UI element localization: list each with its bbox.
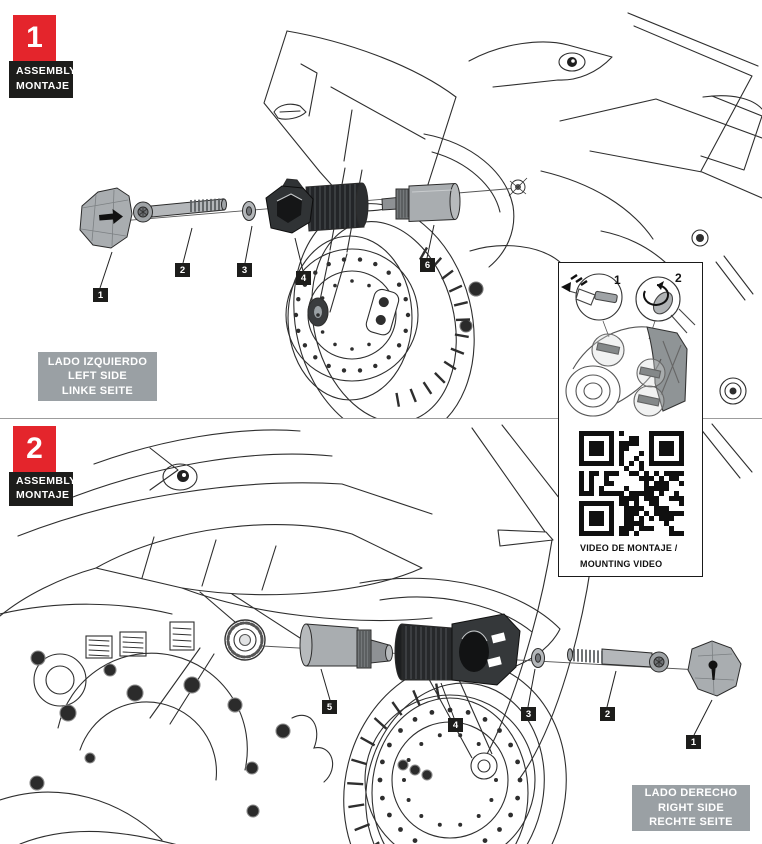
step-2-number: 2 [13,426,56,472]
video-inset-box [558,262,703,577]
callout-4: 4 [448,718,463,732]
montaje-label: MONTAJE [16,80,70,92]
exploded-parts-left [80,179,460,248]
exploded-parts-right [300,614,741,696]
part-washer [532,649,545,668]
part-bolt [134,198,227,222]
part-washer [243,202,256,221]
qr-code [579,431,684,536]
callout-2: 2 [175,263,190,277]
part-bolt [568,649,669,673]
callout-4: 4 [296,271,311,285]
video-caption: VIDEO DE MONTAJE / MOUNTING VIDEO [580,543,678,569]
right-side-label: LADO DERECHO RIGHT SIDE RECHTE SEITE [632,785,750,831]
mount-point-right [225,620,265,660]
callout-3: 3 [237,263,252,277]
part-spacer [300,624,393,668]
step-1-number: 1 [13,15,56,61]
detail-number-1: 1 [614,273,621,287]
step-1-label [9,61,77,98]
brake-disc-left [286,249,418,381]
left-side-label: LADO IZQUIERDO LEFT SIDE LINKE SEITE [38,352,157,401]
part-slider-pad [395,614,520,685]
pad-bolts-drawing [566,327,687,416]
assembly-label: ASSEMBLY [16,475,77,487]
assembly-label: ASSEMBLY [16,65,77,77]
detail-circle-1 [561,274,622,320]
callout-3: 3 [521,707,536,721]
part-end-cap [688,641,741,696]
callout-1: 1 [686,735,701,749]
callout-6: 6 [420,258,435,272]
engine-art [0,604,333,844]
callout-1: 1 [93,288,108,302]
part-end-cap [80,188,132,248]
part-spacer [382,184,460,222]
step-2-label [9,472,77,506]
callout-5: 5 [322,700,337,714]
detail-circle-2 [636,277,695,333]
detail-number-2: 2 [675,271,682,285]
inset-illustration [559,263,701,575]
callout-2: 2 [600,707,615,721]
part-slider-pad [266,179,368,233]
callout-leaders-left [100,225,434,288]
apply-arrow-icon [561,282,571,292]
montaje-label: MONTAJE [16,489,70,501]
